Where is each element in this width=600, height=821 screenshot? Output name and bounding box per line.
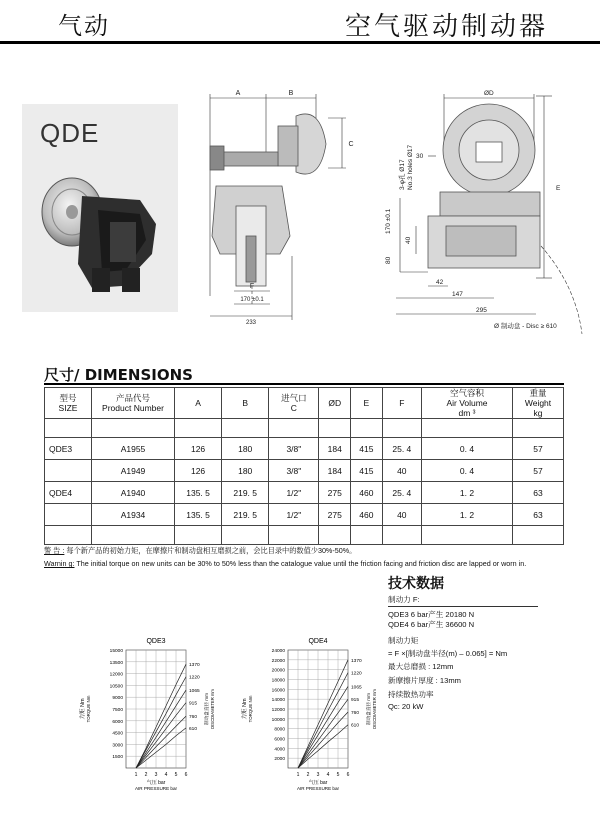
x-tick-label: 5 (336, 772, 340, 778)
dim-295: 295 (476, 307, 487, 314)
dim-b: B (288, 90, 294, 97)
product-model-label: QDE (40, 118, 100, 148)
y-tick-label: 22000 (271, 658, 285, 664)
cell-c: 3/8" (269, 460, 319, 482)
dim-170-front: 170 ±0.1 (385, 208, 392, 234)
cell-e: 460 (351, 482, 383, 504)
cell-f: 40 (382, 504, 421, 526)
cell-size (45, 504, 92, 526)
new-pad-thickness: 新摩擦片厚度 : 13mm (388, 676, 461, 685)
y-tick-label: 6000 (112, 719, 123, 725)
dim-80: 80 (385, 256, 392, 264)
chart-qde3 (68, 632, 238, 810)
y-tick-label: 18000 (271, 678, 285, 684)
cell-pn: A1955 (92, 438, 175, 460)
y-axis-label-cn: 力矩 Nm (80, 698, 86, 720)
cell-air: 1. 2 (422, 482, 513, 504)
series-line (298, 660, 348, 768)
cell-e: 415 (351, 460, 383, 482)
dim-147: 147 (452, 291, 463, 298)
hdr-product-cn: 产品代号 (115, 393, 150, 403)
y-tick-label: 10000 (271, 717, 285, 723)
cell-b: 219. 5 (222, 482, 269, 504)
y-tick-label: 3000 (112, 743, 123, 749)
series-label: 1220 (189, 675, 200, 681)
hdr-a: A (175, 388, 222, 419)
series-label: 760 (351, 710, 360, 716)
chart-qde4 (230, 632, 400, 810)
hdr-d: ØD (319, 388, 351, 419)
y-tick-label: 6000 (274, 737, 285, 743)
cell-weight: 63 (513, 482, 564, 504)
hdr-air-en: Air Volume (446, 398, 488, 408)
dim-40: 40 (405, 236, 412, 244)
y-tick-label: 20000 (271, 668, 285, 674)
y-tick-label: 9000 (112, 696, 123, 702)
x-axis-label-cn: 气压 bar (308, 780, 328, 786)
heat-dissipation-label: 持续散热功率 (388, 690, 434, 699)
series-line (298, 699, 348, 768)
chart-title: QDE4 (308, 638, 328, 645)
hdr-size-en: SIZE (58, 403, 78, 413)
cell-c: 3/8" (269, 438, 319, 460)
x-axis-label-cn: 气压 bar (146, 780, 166, 786)
series-label: 1370 (351, 658, 362, 664)
dim-od: ØD (484, 90, 494, 97)
y-tick-label: 16000 (271, 688, 285, 694)
warning-note-en (44, 559, 526, 568)
cell-size (45, 460, 92, 482)
y2-axis-label-en: DISCDIAMETER mm (210, 689, 215, 729)
y2-axis-label-en: DISCDIAMETER mm (372, 689, 377, 729)
y-tick-label: 4000 (274, 747, 285, 753)
cell-d: 275 (319, 482, 351, 504)
x-tick-label: 3 (154, 772, 158, 778)
series-label: 1220 (351, 671, 362, 677)
cell-size: QDE4 (45, 482, 92, 504)
x-tick-label: 4 (164, 772, 168, 778)
series-label: 1065 (189, 689, 200, 695)
max-wear: 最大总磨损 : 12mm (388, 662, 454, 671)
warning-text-en: The initial torque on new units can be 30% to 50% less than the catalogue value until the friction facing and friction disc are lapped or worn in. (76, 559, 527, 568)
cell-f: 40 (382, 460, 421, 482)
cell-weight: 57 (513, 438, 564, 460)
cell-pn: A1940 (92, 482, 175, 504)
table-row (45, 504, 564, 526)
cell-size: QDE3 (45, 438, 92, 460)
cell-air: 0. 4 (422, 460, 513, 482)
y-tick-label: 13500 (109, 660, 123, 666)
chart-title: QDE3 (146, 638, 166, 645)
series-label: 610 (351, 723, 360, 729)
brake-force-qde3: QDE3 6 bar产生 20180 N (388, 610, 475, 619)
cell-b: 180 (222, 438, 269, 460)
cell-d: 184 (319, 438, 351, 460)
dim-c: C (348, 141, 354, 148)
dimensions-title: 尺寸/ DIMENSIONS (44, 366, 193, 384)
x-tick-label: 3 (316, 772, 320, 778)
hdr-b: B (222, 388, 269, 419)
disc-note: Ø 制动盘 - Disc ≥ 610 (494, 323, 557, 330)
warning-label-cn: 警 告 : (44, 546, 65, 555)
dim-a: A (235, 90, 241, 97)
y-tick-label: 10500 (109, 684, 123, 690)
table-row (45, 460, 564, 482)
hdr-f: F (382, 388, 421, 419)
header-rule (0, 41, 600, 44)
y-tick-label: 24000 (271, 649, 285, 654)
heat-dissipation-value: Qc: 20 kW (388, 702, 424, 711)
table-row (45, 438, 564, 460)
cell-a: 126 (175, 460, 222, 482)
hdr-c: C (290, 403, 297, 413)
tech-data-title: 技术数据 (388, 576, 444, 592)
tech-rule (388, 606, 538, 607)
y-axis-label-en: TORQUE Nm (248, 695, 253, 723)
y-axis-label-cn: 力矩 Nm (242, 698, 248, 720)
y-tick-label: 15000 (109, 649, 123, 654)
y2-axis-label-cn: 制动盘直径 mm (366, 693, 371, 725)
x-tick-label: 1 (134, 772, 138, 778)
series-line (298, 725, 348, 768)
header-left-title: 气动 (58, 12, 110, 40)
y-tick-label: 12000 (271, 708, 285, 713)
header-right-title: 空气驱动制动器 (344, 12, 548, 42)
y-tick-label: 1500 (112, 755, 123, 761)
warning-label-en: Warnin g: (44, 559, 75, 568)
x-tick-label: 6 (346, 772, 350, 778)
hdr-product-en: Product Number (102, 403, 164, 413)
brake-force-qde4: QDE4 6 bar产生 36600 N (388, 620, 475, 629)
table-header-row (45, 388, 564, 419)
cell-f: 25. 4 (382, 482, 421, 504)
cell-a: 126 (175, 438, 222, 460)
y-tick-label: 14000 (271, 698, 285, 704)
hdr-c-cn: 进气口 (281, 393, 307, 403)
hdr-weight-cn: 重量 (529, 388, 547, 398)
dimensions-rule (44, 383, 564, 385)
cell-d: 275 (319, 504, 351, 526)
torque-formula: = F ×[制动盘半径(m) – 0.065] = Nm (388, 649, 508, 658)
y-tick-label: 2000 (274, 757, 285, 763)
y-tick-label: 8000 (274, 727, 285, 733)
side-view-drawing (196, 86, 360, 326)
cell-e: 415 (351, 438, 383, 460)
series-line (136, 664, 186, 768)
series-line (136, 716, 186, 768)
cell-a: 135. 5 (175, 482, 222, 504)
cell-air: 1. 2 (422, 504, 513, 526)
hdr-weight-en: Weight (524, 398, 552, 408)
cell-c: 1/2" (269, 504, 319, 526)
series-label: 1370 (189, 663, 200, 669)
x-tick-label: 1 (296, 772, 300, 778)
y2-axis-label-cn: 制动盘直径 mm (204, 693, 209, 725)
brake-force-label: 制动力 F: (388, 595, 420, 604)
cell-pn: A1949 (92, 460, 175, 482)
dimensions-table (44, 387, 564, 545)
dim-holes-en: No.3 holes Ø17 (407, 144, 414, 190)
x-axis-label-en: AIR PRESSURE bar (134, 786, 178, 791)
dim-e: E (556, 185, 561, 192)
table-spacer-row (45, 526, 564, 545)
cell-c: 1/2" (269, 482, 319, 504)
x-tick-label: 5 (174, 772, 178, 778)
torque-label: 制动力矩 (388, 636, 419, 645)
series-line (136, 728, 186, 768)
dim-f: F (249, 283, 255, 290)
series-line (298, 686, 348, 768)
hdr-air-unit: dm ³ (458, 408, 476, 418)
table-row (45, 482, 564, 504)
series-line (136, 703, 186, 768)
y-axis-label-en: TORQUE Nm (86, 695, 91, 723)
series-label: 915 (189, 701, 198, 707)
cell-d: 184 (319, 460, 351, 482)
warning-note-cn (44, 546, 356, 556)
dim-holes: 3-φ孔 Ø17 (399, 159, 406, 190)
cell-b: 180 (222, 460, 269, 482)
cell-b: 219. 5 (222, 504, 269, 526)
x-axis-label-en: AIR PRESSURE bar (296, 786, 340, 791)
cell-f: 25. 4 (382, 438, 421, 460)
y-tick-label: 4500 (112, 731, 123, 737)
series-label: 760 (189, 715, 198, 721)
y-tick-label: 7500 (112, 708, 123, 713)
cell-pn: A1934 (92, 504, 175, 526)
cell-a: 135. 5 (175, 504, 222, 526)
front-view-drawing (376, 86, 586, 336)
hdr-air-cn: 空气容积 (449, 388, 484, 398)
cell-weight: 63 (513, 504, 564, 526)
y-tick-label: 12000 (109, 672, 123, 678)
x-tick-label: 2 (306, 772, 310, 778)
hdr-size-cn: 型号 (59, 393, 77, 403)
dim-170: 170 ±0.1 (240, 297, 264, 303)
table-spacer-row (45, 419, 564, 438)
dim-30: 30 (416, 153, 424, 160)
hdr-e: E (351, 388, 383, 419)
series-label: 915 (351, 698, 360, 704)
cell-e: 460 (351, 504, 383, 526)
x-tick-label: 4 (326, 772, 330, 778)
dim-233: 233 (245, 320, 257, 326)
dim-42: 42 (436, 279, 444, 286)
cell-weight: 57 (513, 460, 564, 482)
cell-air: 0. 4 (422, 438, 513, 460)
x-tick-label: 6 (184, 772, 188, 778)
series-label: 1065 (351, 685, 362, 691)
series-label: 610 (189, 726, 198, 732)
hdr-weight-unit: kg (533, 408, 543, 418)
warning-text-cn: 每个新产品的初始力矩，在摩擦片和制动盘相互磨损之前，会比目录中的数值少30%-50%。 (66, 546, 357, 555)
x-tick-label: 2 (144, 772, 148, 778)
series-line (136, 677, 186, 768)
